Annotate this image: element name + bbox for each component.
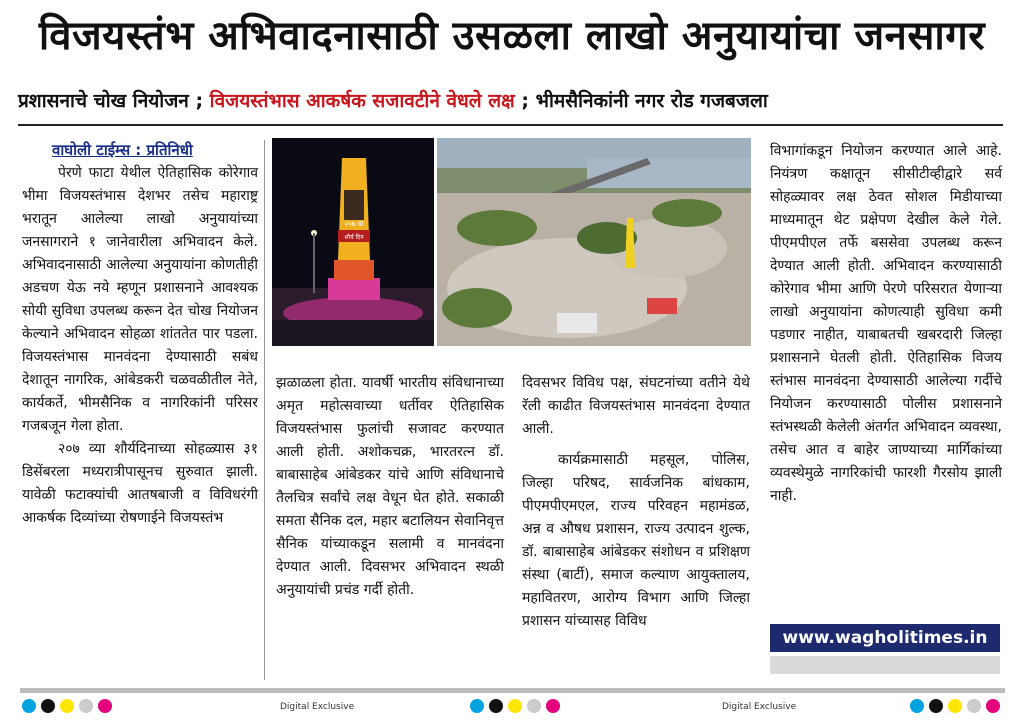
dot-grey	[967, 699, 981, 713]
dot-black	[929, 699, 943, 713]
subhead-part-2: विजयस्तंभास आकर्षक सजावटीने वेधले लक्ष	[209, 90, 515, 112]
dot-yellow	[948, 699, 962, 713]
color-dots-right	[910, 699, 1000, 713]
headline: विजयस्तंभ अभिवादनासाठी उसळला लाखो अनुयायांचा जनसागर	[38, 13, 986, 59]
dot-cyan	[22, 699, 36, 713]
subhead-part-1: प्रशासनाचे चोख नियोजन ;	[18, 90, 210, 112]
article-column-2	[276, 372, 504, 602]
photo-aerial-crowd	[437, 138, 751, 346]
grey-bar	[770, 656, 1000, 674]
col2-paragraph-1: झळाळला होता. यावर्षी भारतीय संविधानाच्या अमृत महोत्सवाच्या धर्तीवर ऐतिहासिक विजयस्तंभास फुलांची सजावट करण्यात आली होती. अशोकचक्र, भारतरत्न डॉ. बाबासाहेब आंबेडकर यांचे आणि संविधानाचे तैलचित्र सर्वांचे लक्ष वेधून घेत होते. सकाळी समता सैनिक दल, महार बटालियन सेवानिवृत्त सैनिक यांच्याकडून सलामी व मानवंदना देण्यात आली. दिवसभर अभिवादन स्थळी अनुयायांची प्रचंड गर्दी होती.	[276, 375, 504, 598]
color-dots-center	[470, 699, 560, 713]
dot-magenta	[98, 699, 112, 713]
pillar-text-2: शौर्य दिन	[344, 234, 364, 241]
photo-night-pillar	[272, 138, 434, 346]
subhead-part-3: ; भीमसैनिकांनी नगर रोड गजबजला	[514, 90, 768, 112]
dot-black	[489, 699, 503, 713]
col4-paragraph-1: विभागांकडून नियोजन करण्यात आले आहे. नियंत्रण कक्षातून सीसीटीव्हीद्वारे सर्व सोहळ्यावर लक्ष ठेवत सोशल मिडीयाच्या माध्यमातून थेट प्रक्षेपण देखील केले गेले. पीएमपीएल तर्फे बससेवा उपलब्ध करून देण्यात आली होती. अभिवादन करण्यासाठी कोरेगाव भीमा आणि पेरणे परिसरात येणाऱ्या लाखो अनुयायांना कोणत्याही सुविधा कमी पडणार नाहीत, याबाबतची खबरदारी जिल्हा प्रशासनाने घेतली होती. ऐतिहासिक विजय स्तंभास मानवंदना देण्यासाठी आलेल्या गर्दीचे नियोजन करण्यासाठी पोलीस प्रशासनाने स्तंभस्थळी केलेली अंतर्गत अभिवादन व्यवस्था, तसेच आत व बाहेर जाण्याच्या मार्गिकांच्या व्यवस्थेमुळे नागरिकांची फारशी गैरसोय झाली नाही.	[770, 143, 1002, 504]
dot-magenta	[986, 699, 1000, 713]
footer-label-right: Digital Exclusive	[722, 702, 797, 712]
footer-label-left: Digital Exclusive	[280, 702, 355, 712]
col3-paragraph-1: दिवसभर विविध पक्ष, संघटनांच्या वतीने येथे रॅली काढीत विजयस्तंभास मानवंदना देण्यात आली.	[522, 375, 750, 437]
article-column-4	[770, 140, 1002, 508]
website-url-banner[interactable]: www.wagholitimes.in	[770, 624, 1000, 652]
col1-paragraph-1: पेरणे फाटा येथील ऐतिहासिक कोरेगाव भीमा विजयस्तंभास देशभर तसेच महाराष्ट्र भरातून आलेल्या लाखो अनुयायांच्या जनसागराने १ जानेवारीला अभिवादन केले. अभिवादनासाठी आलेल्या अनुयायांना कोणतीही अडचण येऊ नये म्हणून प्रशासनाने आवश्यक सोयी सुविधा उपलब्ध करून देत चोख नियोजन केल्याने अभिवादन सोहळा शांततेत पार पडला. विजयस्तंभास मानवंदना देण्यासाठी सबंध देशातून नागरिक, आंबेडकरी चळवळीतील नेते, कार्यकर्ते, भीमसैनिक व नागरिकांनी परिसर गजबजून गेला होता.	[22, 165, 258, 434]
dot-yellow	[508, 699, 522, 713]
dot-black	[41, 699, 55, 713]
dot-yellow	[60, 699, 74, 713]
dot-grey	[79, 699, 93, 713]
article-column-1	[22, 162, 258, 530]
pillar-text-1: २०७ वा	[344, 220, 364, 228]
col1-paragraph-2: २०७ व्या शौर्यदिनाच्या सोहळ्यास ३१ डिसेंबरला मध्यरात्रीपासूनच सुरुवात झाली. यावेळी फटाक्यांची आतषबाजी व विविधरंगी आकर्षक दिव्यांच्या रोषणाईने विजयस्तंभ	[22, 441, 258, 526]
dot-cyan	[910, 699, 924, 713]
footer-rule	[20, 688, 1005, 693]
color-dots-left	[22, 699, 112, 713]
dot-grey	[527, 699, 541, 713]
dot-cyan	[470, 699, 484, 713]
dot-magenta	[546, 699, 560, 713]
col3-paragraph-2: कार्यक्रमासाठी महसूल, पोलिस, जिल्हा परिषद, सार्वजनिक बांधकाम, पीएमपीएमएल, राज्य परिवहन महामंडळ, अन्न व औषध प्रशासन, राज्य उत्पादन शुल्क, डॉ. बाबासाहेब आंबेडकर संशोधन व प्रशिक्षण संस्था (बार्टी), समाज कल्याण आयुक्तालय, महावितरण, आरोग्य विभाग आणि जिल्हा प्रशासन यांच्यासह विविध	[522, 452, 750, 629]
column-divider	[264, 140, 265, 680]
byline: वाघोली टाईम्स : प्रतिनिधी	[52, 141, 193, 159]
header-rule	[18, 124, 1003, 126]
subheadline	[18, 88, 1008, 114]
article-column-3	[522, 372, 750, 633]
